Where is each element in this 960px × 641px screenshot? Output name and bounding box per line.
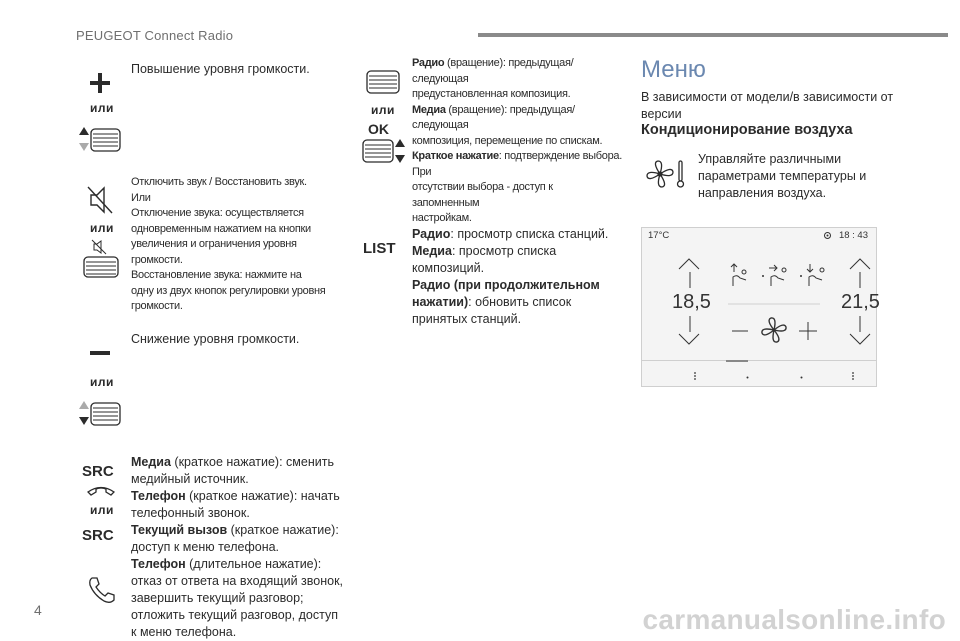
page-number: 4 bbox=[34, 602, 42, 618]
right-temp-tick-bottom bbox=[859, 316, 861, 332]
fan-increase-button[interactable] bbox=[799, 322, 817, 340]
right-temp-tick-top bbox=[859, 272, 861, 288]
volume-wheel-down-icon bbox=[77, 399, 123, 427]
right-temperature: 21,5 bbox=[841, 291, 880, 313]
src-label: SRC bbox=[82, 463, 114, 480]
page-indicator bbox=[726, 360, 748, 362]
outside-temperature: 17°C bbox=[648, 230, 670, 241]
separator-dot-icon bbox=[799, 274, 803, 278]
volume-wheel-up-icon bbox=[77, 125, 123, 153]
ac-section-title: Кондиционирование воздуха bbox=[641, 122, 853, 138]
ok-label: OK bbox=[368, 121, 389, 137]
settings-icon bbox=[823, 231, 832, 240]
divider-line bbox=[728, 303, 820, 305]
header-rule bbox=[478, 33, 948, 37]
volume-wheel-icon bbox=[82, 256, 122, 278]
left-temp-up-button[interactable] bbox=[678, 258, 700, 270]
menu-title: Меню bbox=[641, 56, 706, 83]
or-label: или bbox=[371, 103, 395, 117]
src-desc: Медиа (краткое нажатие): сменить медийный источник. Телефон (краткое нажатие): начать телефонный звонок. Текущий вызов (краткое нажатие): доступ к меню телефона. Телефон (длительное нажатие): отказ от ответа на входящий звонок, завершить текущий разговор; отложить текущий разговор, доступ к меню телефона. bbox=[131, 455, 344, 639]
src-label-2: SRC bbox=[82, 527, 114, 544]
menu-intro: В зависимости от модели/в зависимости от версии bbox=[641, 90, 894, 121]
or-label: или bbox=[90, 503, 114, 517]
scroll-wheel-icon bbox=[365, 69, 401, 95]
ac-desc: Управляйте различными параметрами температуры и направления воздуха. bbox=[698, 152, 867, 200]
or-label: или bbox=[90, 221, 114, 235]
dots-menu-icon[interactable] bbox=[694, 371, 696, 381]
watermark: carmanualsonline.info bbox=[642, 604, 946, 635]
left-temp-tick-top bbox=[689, 272, 691, 288]
scroll-desc: Радио (вращение): предыдущая/следующая предустановленная композиция. Медиа (вращение): предыдущая/следующая композиция, перемещение по спискам. Краткое нажатие: подтверждение выбора. При отсутствии выбора - доступ к запомненным настройкам. bbox=[412, 57, 622, 224]
fan-thermometer-icon bbox=[646, 158, 686, 190]
scroll-wheel-press-icon bbox=[361, 137, 407, 165]
header-title: PEUGEOT Connect Radio bbox=[76, 28, 234, 43]
fan-icon bbox=[760, 316, 788, 344]
bottom-divider bbox=[642, 360, 876, 361]
air-flow-up-icon[interactable] bbox=[728, 262, 758, 288]
or-label: или bbox=[90, 375, 114, 389]
list-desc: Радио: просмотр списка станций. Медиа: просмотр списка композиций. Радио (при продолжительном нажатии): обновить список принятых станций. bbox=[412, 227, 609, 326]
volume-up-desc: Повышение уровня громкости. bbox=[131, 62, 310, 76]
phone-hangup-icon bbox=[86, 483, 116, 497]
separator-dot-icon bbox=[761, 274, 765, 278]
phone-icon bbox=[86, 575, 116, 605]
dots-menu-icon[interactable] bbox=[852, 371, 854, 381]
right-temp-down-button[interactable] bbox=[849, 333, 871, 345]
clock: 18 : 43 bbox=[838, 230, 868, 241]
volume-down-desc: Снижение уровня громкости. bbox=[131, 332, 300, 346]
separator-dot-icon bbox=[746, 376, 749, 379]
or-label: или bbox=[90, 101, 114, 115]
mute-small-icon bbox=[91, 239, 107, 255]
plus-icon bbox=[89, 72, 111, 94]
separator-dot-icon bbox=[800, 376, 803, 379]
ac-screen bbox=[641, 227, 880, 387]
left-temp-down-button[interactable] bbox=[678, 333, 700, 345]
minus-icon bbox=[89, 350, 111, 356]
air-flow-down-icon[interactable] bbox=[804, 262, 834, 288]
left-temperature: 18,5 bbox=[672, 291, 711, 313]
list-label: LIST bbox=[363, 240, 396, 257]
mute-speaker-icon bbox=[86, 185, 114, 215]
mute-desc: Отключить звук / Восстановить звук. Или Отключение звука: осуществляется одновременным нажатием на кнопки увеличения и ограничения уровня громкости. Восстановление звука: нажмите на одну из двух кнопок регулировки уровня громкости. bbox=[131, 176, 326, 312]
left-temp-tick-bottom bbox=[689, 316, 691, 332]
air-flow-center-icon[interactable] bbox=[766, 262, 796, 288]
fan-decrease-button[interactable] bbox=[732, 330, 748, 332]
right-temp-up-button[interactable] bbox=[849, 258, 871, 270]
